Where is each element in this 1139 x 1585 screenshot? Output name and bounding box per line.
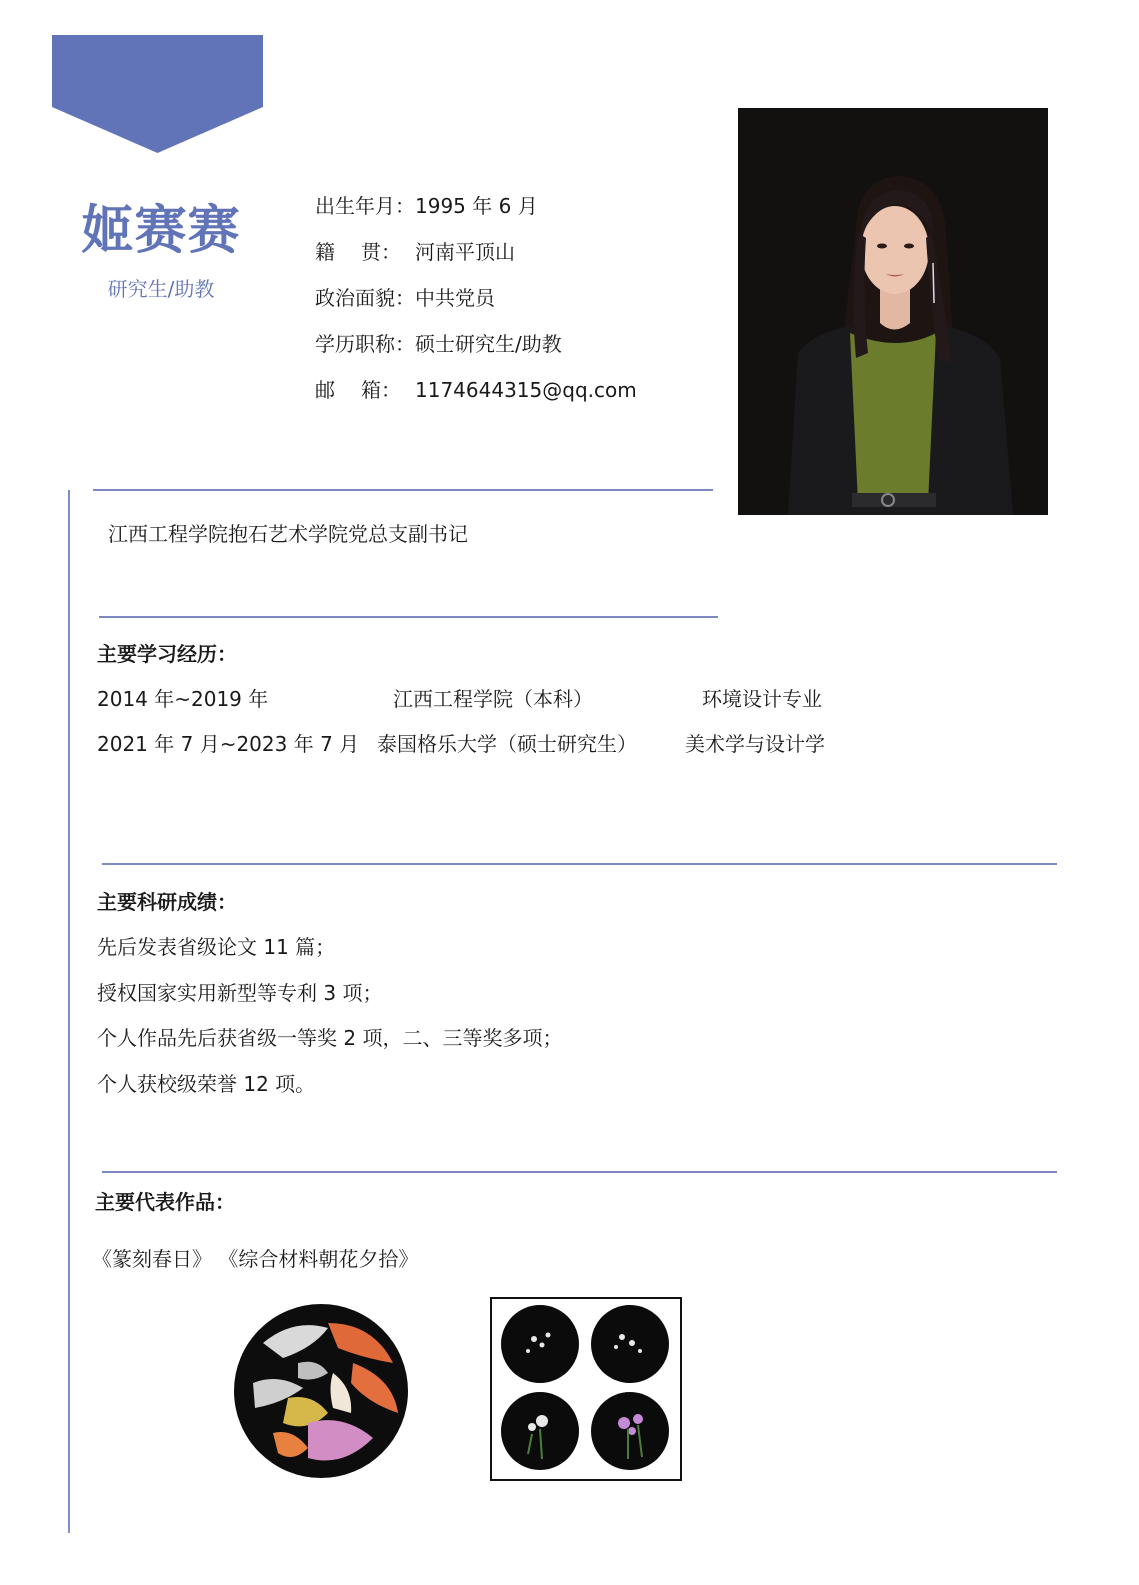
person-title: 研究生/助教: [107, 277, 215, 301]
info-label-tail: [361, 236, 401, 282]
info-label-char: 籍: [315, 240, 335, 264]
info-label: [315, 236, 401, 282]
research-item: 授权国家实用新型等专利 3 项；: [97, 981, 383, 1005]
info-row-email: [315, 374, 637, 420]
education-period: 2021 年 7 月~2023 年 7 月: [97, 732, 360, 756]
education-school: 泰国格乐大学（硕士研究生）: [377, 732, 637, 756]
research-item: 个人作品先后获省级一等奖 2 项，二、三等奖多项；: [97, 1026, 563, 1050]
person-name: 姬赛赛: [81, 201, 241, 261]
info-label: 出生年月：: [315, 194, 415, 218]
works-titles: 《篆刻春日》 《综合材料朝花夕拾》: [92, 1247, 419, 1271]
header-ribbon: [52, 35, 263, 153]
education-heading: 主要学习经历：: [97, 642, 237, 666]
info-row-hometown: [315, 236, 637, 282]
research-heading: 主要科研成绩：: [97, 890, 237, 914]
info-row-politics: [315, 282, 637, 328]
portrait-photo: [738, 108, 1048, 515]
education-school: 江西工程学院（本科）: [393, 687, 593, 711]
info-value: 河南平顶山: [415, 240, 515, 264]
education-major: 环境设计专业: [702, 687, 822, 711]
education-major: 美术学与设计学: [685, 732, 825, 756]
portrait-illustration: [738, 108, 1048, 515]
info-label-colon: ：: [381, 378, 401, 402]
info-row-birth: [315, 190, 637, 236]
artwork-morning-flowers: [490, 1297, 682, 1481]
info-row-degree: [315, 328, 637, 374]
email-value: 1174644315@qq.com: [415, 378, 637, 402]
works-heading: 主要代表作品：: [95, 1190, 235, 1214]
info-label-colon: ：: [381, 240, 401, 264]
info-label: [315, 374, 401, 420]
divider-line: [93, 489, 713, 491]
info-label-char: 贯: [361, 240, 381, 264]
personal-info: [315, 190, 637, 420]
left-rule: [68, 490, 70, 1533]
artwork-seal-carving: [233, 1303, 409, 1479]
divider-line: [102, 863, 1057, 865]
info-label: 政治面貌：: [315, 286, 415, 310]
education-period: 2014 年~2019 年: [97, 687, 269, 711]
info-value: 1995 年 6 月: [415, 194, 538, 218]
artwork-seal-carving-image: [233, 1303, 409, 1479]
info-label: 学历职称：: [315, 332, 415, 356]
info-value: 硕士研究生/助教: [415, 332, 562, 356]
current-position: 江西工程学院抱石艺术学院党总支副书记: [108, 522, 468, 546]
divider-line: [99, 616, 718, 618]
info-label-char: 邮: [315, 378, 335, 402]
research-item: 先后发表省级论文 11 篇；: [97, 935, 336, 959]
research-item: 个人获校级荣誉 12 项。: [97, 1072, 316, 1096]
artwork-morning-flowers-image: [492, 1299, 680, 1479]
info-label-tail: [361, 374, 401, 420]
info-label-char: 箱: [361, 378, 381, 402]
divider-line: [102, 1171, 1057, 1173]
info-value: 中共党员: [415, 286, 495, 310]
